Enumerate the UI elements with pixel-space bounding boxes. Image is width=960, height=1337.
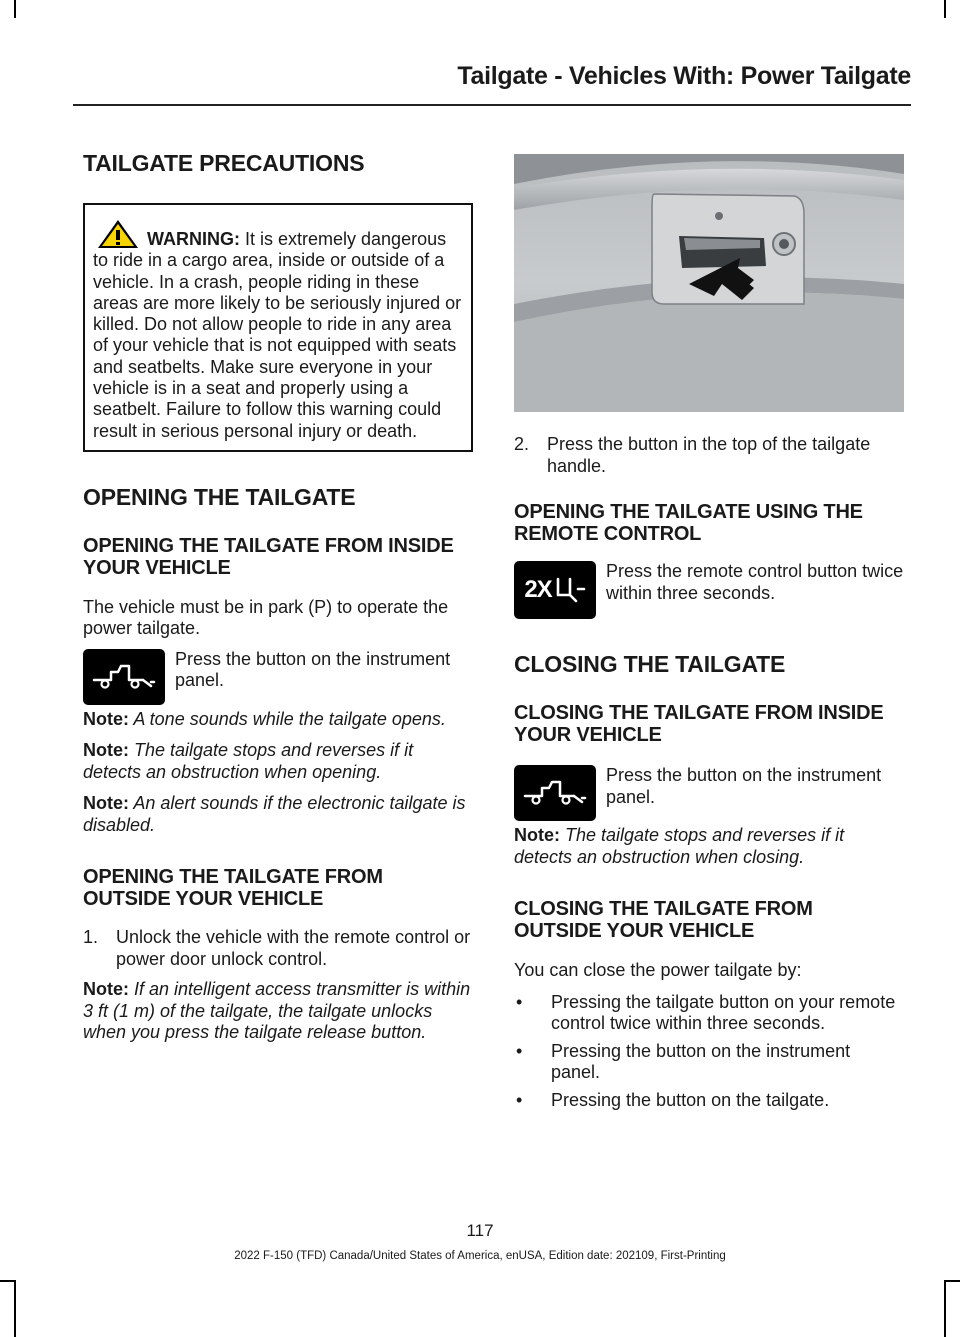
crop-mark bbox=[0, 1280, 14, 1282]
page-number: 117 bbox=[466, 1221, 494, 1240]
tailgate-drop-icon bbox=[552, 575, 586, 605]
note-text: The tailgate stops and reverses if it detects an obstruction when closing. bbox=[514, 825, 845, 867]
bullet-dot: • bbox=[516, 1040, 523, 1061]
crop-mark bbox=[944, 1280, 946, 1337]
remote-2x-label: 2X bbox=[524, 576, 552, 603]
heading-tailgate-precautions: TAILGATE PRECAUTIONS bbox=[83, 150, 365, 176]
close-inside-instruction-row bbox=[514, 765, 904, 821]
note-label: Note: bbox=[83, 793, 129, 814]
note-tone bbox=[83, 709, 473, 731]
tailgate-handle-photo bbox=[514, 154, 904, 412]
remote-instruction-row bbox=[514, 561, 904, 619]
page-header-title: Tailgate - Vehicles With: Power Tailgate bbox=[457, 62, 911, 90]
inside-icon-text: Press the button on the instrument panel. bbox=[175, 648, 451, 691]
heading-opening-outside: OPENING THE TAILGATE FROM OUTSIDE YOUR VEHICLE bbox=[83, 866, 383, 911]
warning-label: WARNING: bbox=[147, 229, 240, 249]
list-item-text: Pressing the button on the instrument panel. bbox=[551, 1040, 851, 1082]
note-label: Note: bbox=[83, 740, 129, 761]
remote-text: Press the remote control button twice within three seconds. bbox=[606, 561, 904, 603]
step-number: 1. bbox=[83, 927, 99, 948]
crop-mark bbox=[14, 0, 16, 18]
edition-info: 2022 F-150 (TFD) Canada/United States of America, enUSA, Edition date: 202109, First-Printing bbox=[234, 1250, 726, 1262]
note-obstruction-closing bbox=[514, 825, 904, 868]
heading-closing-outside: CLOSING THE TAILGATE FROM OUTSIDE YOUR VEHICLE bbox=[514, 898, 813, 942]
step-1 bbox=[83, 927, 473, 970]
truck-tailgate-icon bbox=[91, 662, 157, 692]
heading-opening-tailgate: OPENING THE TAILGATE bbox=[83, 483, 356, 510]
step-text: Unlock the vehicle with the remote control or power door unlock control. bbox=[116, 927, 471, 969]
note-text: An alert sounds if the electronic tailgate is disabled. bbox=[83, 793, 466, 835]
crop-mark bbox=[946, 1280, 960, 1282]
list-item bbox=[514, 1041, 904, 1084]
heading-closing-tailgate: CLOSING THE TAILGATE bbox=[514, 651, 786, 677]
bullet-dot: • bbox=[516, 991, 523, 1012]
warning-box bbox=[83, 203, 473, 452]
note-label: Note: bbox=[514, 825, 560, 845]
crop-mark bbox=[944, 0, 946, 18]
heading-closing-inside: CLOSING THE TAILGATE FROM INSIDE YOUR VEHICLE bbox=[514, 702, 884, 746]
truck-tailgate-icon bbox=[522, 778, 588, 808]
note-label: Note: bbox=[83, 979, 129, 1000]
tailgate-handle-illustration bbox=[514, 154, 904, 412]
heading-opening-inside: OPENING THE TAILGATE FROM INSIDE YOUR VEHICLE bbox=[83, 534, 454, 579]
header-divider bbox=[73, 104, 911, 106]
right-column bbox=[514, 154, 904, 1117]
warning-paragraph bbox=[93, 219, 463, 442]
close-inside-icon-text: Press the button on the instrument panel. bbox=[606, 765, 882, 807]
note-intelligent-access bbox=[83, 979, 473, 1044]
inside-paragraph: The vehicle must be in park (P) to operate the power tailgate. bbox=[83, 596, 449, 639]
list-item bbox=[514, 1090, 904, 1112]
step-text: Press the button in the top of the tailgate handle. bbox=[547, 434, 871, 476]
note-text: The tailgate stops and reverses if it detects an obstruction when opening. bbox=[83, 740, 414, 782]
left-column bbox=[83, 148, 473, 1044]
bullet-dot: • bbox=[516, 1089, 523, 1110]
list-item-text: Pressing the button on the tailgate. bbox=[551, 1089, 830, 1110]
note-label: Note: bbox=[83, 708, 129, 729]
heading-opening-remote: OPENING THE TAILGATE USING THE REMOTE CONTROL bbox=[514, 501, 863, 545]
list-item bbox=[514, 992, 904, 1035]
step-number: 2. bbox=[514, 434, 530, 454]
closing-methods-list bbox=[514, 992, 904, 1112]
close-outside-intro: You can close the power tailgate by: bbox=[514, 960, 802, 980]
remote-2x-icon bbox=[514, 561, 596, 619]
tailgate-button-icon bbox=[83, 649, 165, 705]
note-alert bbox=[83, 793, 473, 836]
warning-text: It is extremely dangerous to ride in a cargo area, inside or outside of a vehicle. In a crash, people riding in these areas are more likely to be seriously injured or killed. Do not allow people to ride in any area of your vehicle that is not equipped with seats and seatbelts. Make sure everyone in your vehicle is in a seat and properly using a seatbelt. Failure to follow this warning could result in serious personal injury or death. bbox=[93, 229, 462, 441]
list-item-text: Pressing the tailgate button on your remote control twice within three seconds. bbox=[551, 991, 896, 1033]
note-obstruction-opening bbox=[83, 740, 473, 783]
tailgate-button-icon bbox=[514, 765, 596, 821]
step-2 bbox=[514, 434, 904, 477]
inside-instruction-row bbox=[83, 649, 473, 705]
crop-mark bbox=[14, 1280, 16, 1337]
note-text: A tone sounds while the tailgate opens. bbox=[129, 708, 446, 729]
warning-triangle-icon bbox=[97, 219, 139, 249]
note-text: If an intelligent access transmitter is within 3 ft (1 m) of the tailgate, the tailgate unlocks when you press the tailgate release button. bbox=[83, 979, 471, 1043]
